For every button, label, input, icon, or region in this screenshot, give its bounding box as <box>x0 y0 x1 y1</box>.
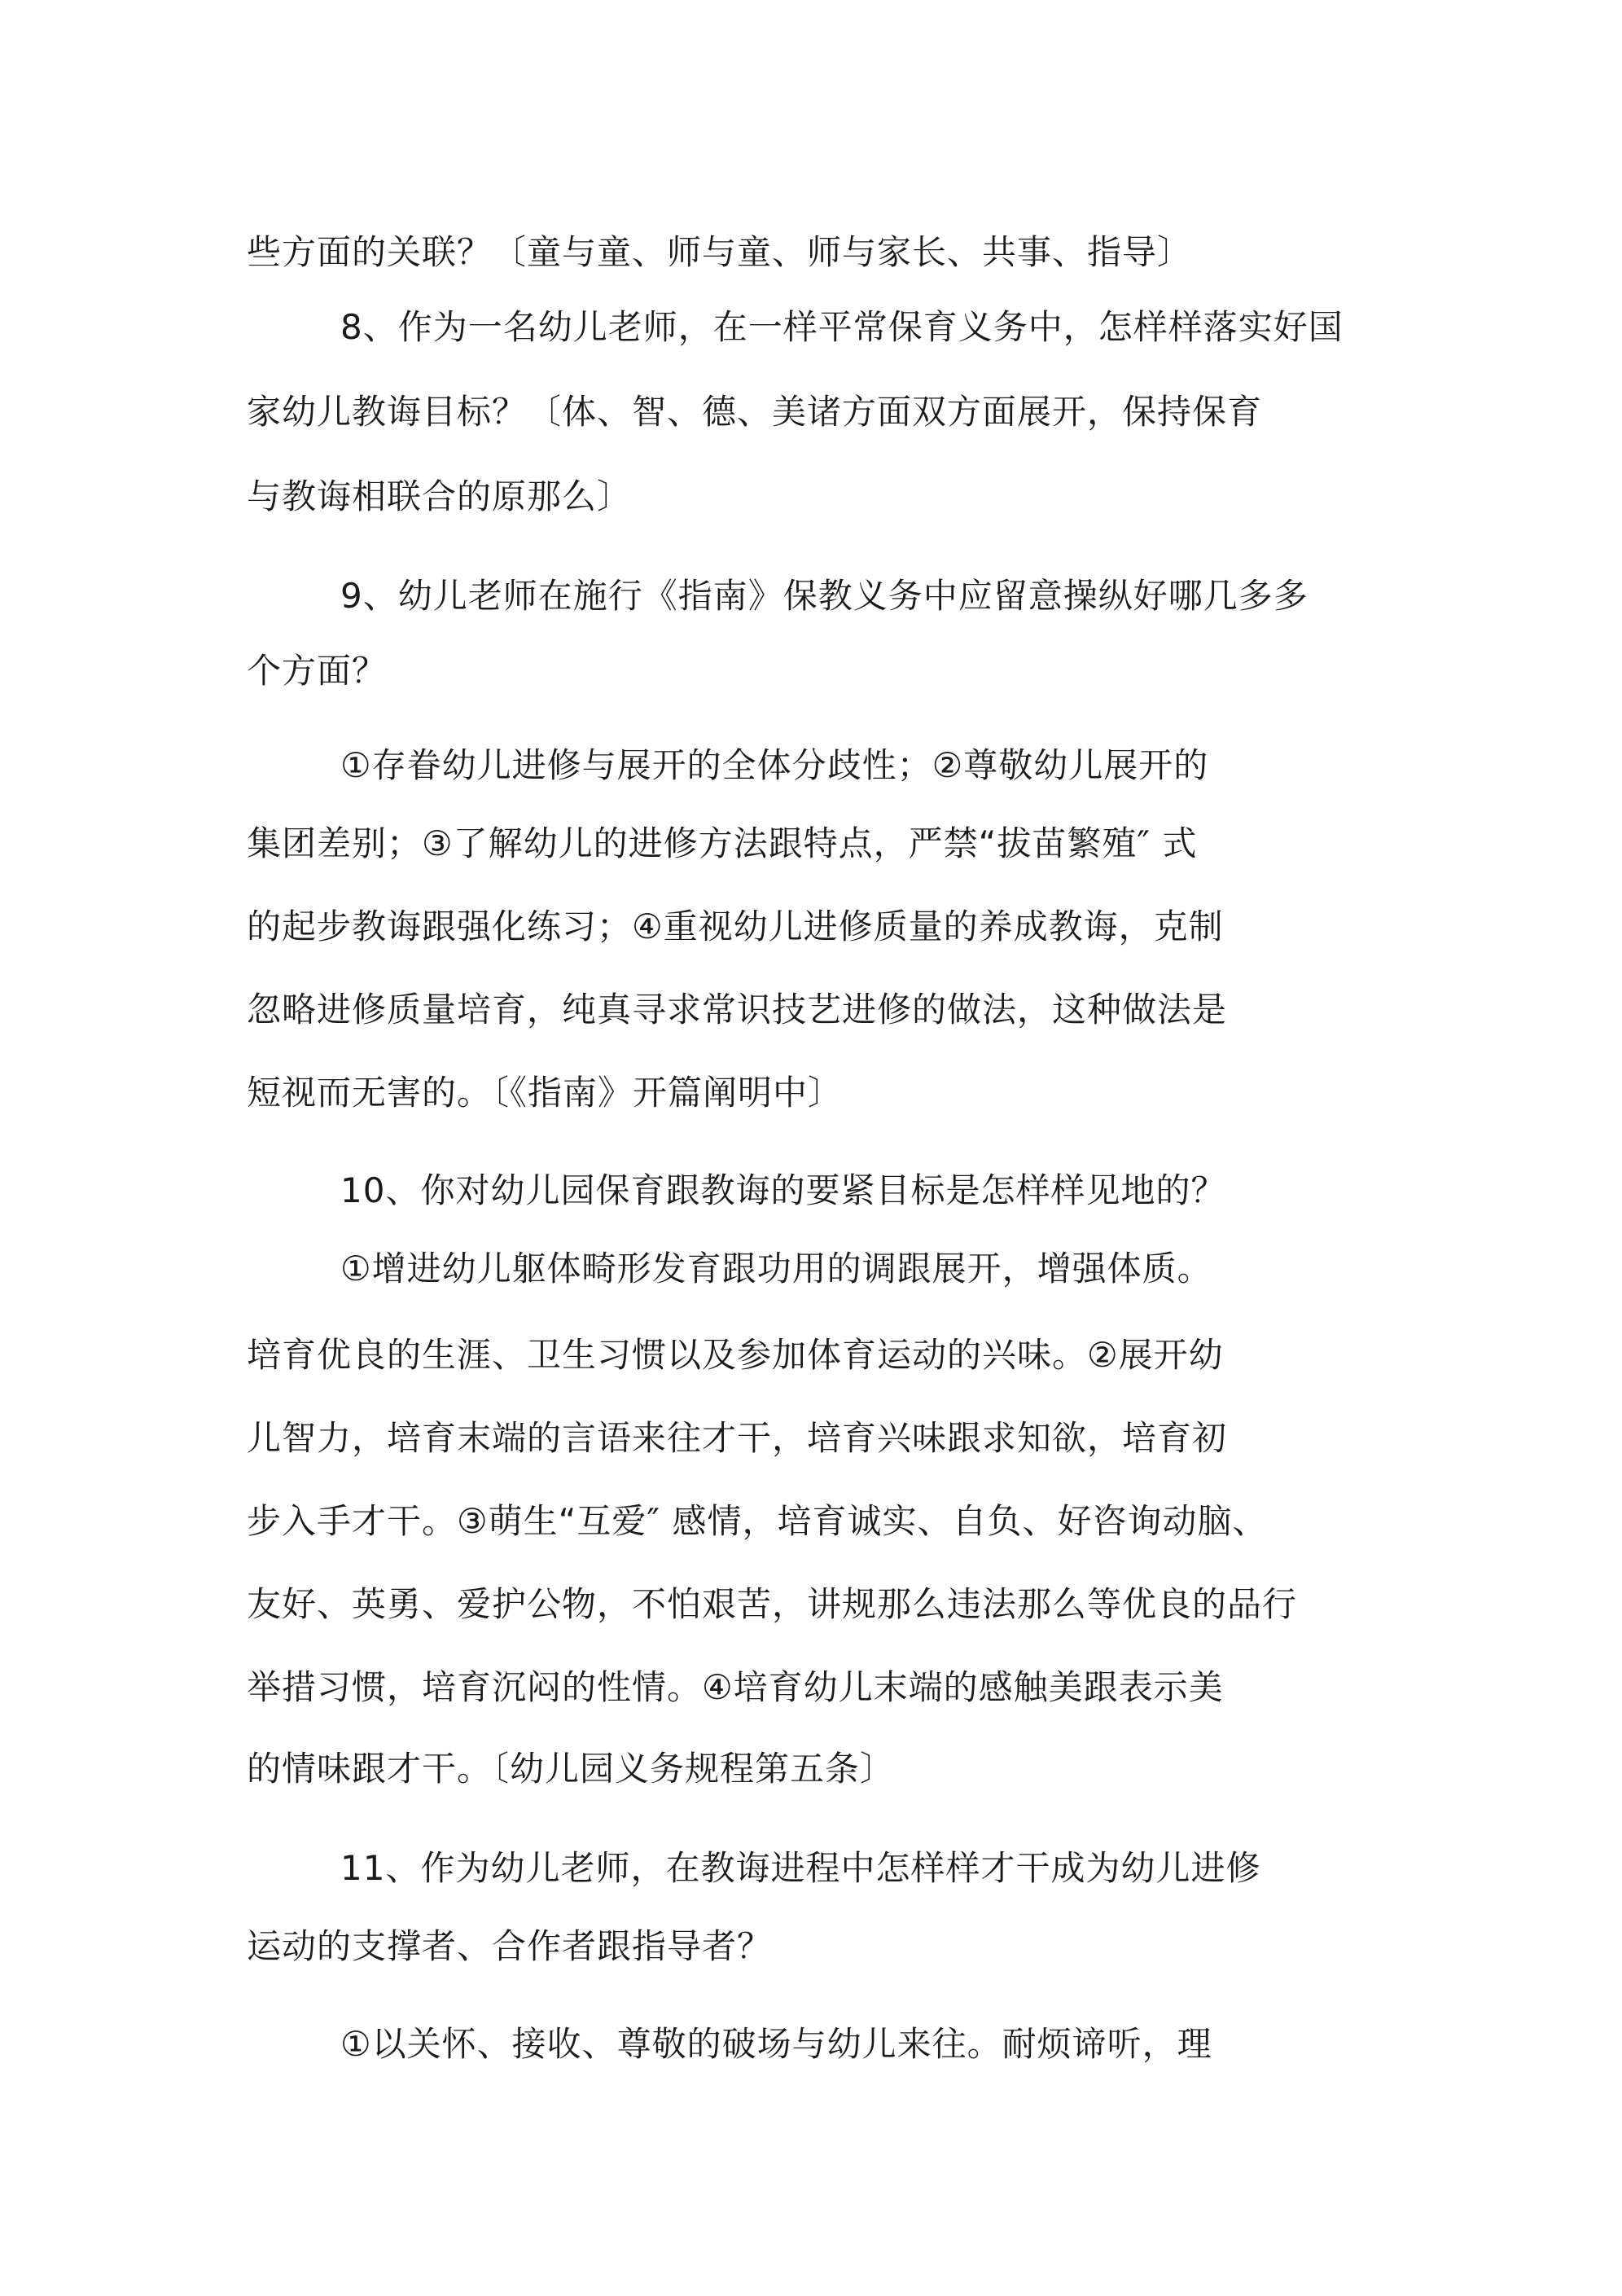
text-line: 集团差别；③了解幼儿的进修方法跟特点，严禁“拔苗繁殖″ 式 <box>247 823 1198 863</box>
text-line: 运动的支撑者、合作者跟指导者？ <box>247 1926 773 1966</box>
answer-11-line: ①以关怀、接收、尊敬的破场与幼儿来往。耐烦谛听，理 <box>340 2024 1212 2064</box>
text-line: 培育优良的生涯、卫生习惯以及参加体育运动的兴味。②展开幼 <box>247 1335 1224 1375</box>
text-line: 与教诲相联合的原那么〕 <box>247 476 633 516</box>
text-line: 步入手才干。③萌生“互爱″ 感情，培育诚实、自负、好咨询动脑、 <box>247 1501 1268 1541</box>
text-line: 忽略进修质量培育，纯真寻求常识技艺进修的做法，这种做法是 <box>247 990 1228 1029</box>
text-line: 举措习惯，培育沉闷的性情。④培育幼儿末端的感触美跟表示美 <box>247 1667 1224 1707</box>
text-line: 家幼儿教诲目标？〔体、智、德、美诸方面双方面展开，保持保育 <box>247 392 1263 432</box>
question-10-line: 10、你对幼儿园保育跟教诲的要紧目标是怎样样见地的？ <box>340 1170 1226 1210</box>
question-8-line: 8、作为一名幼儿老师，在一样平常保育义务中，怎样样落实好国 <box>340 307 1344 347</box>
question-9-line: 9、幼儿老师在施行《指南》保教义务中应留意操纵好哪几多多 <box>340 576 1309 616</box>
text-line: 短视而无害的。〔《指南》开篇阐明中〕 <box>247 1073 844 1113</box>
answer-10-line: ①增进幼儿躯体畸形发育跟功用的调跟展开，增强体质。 <box>340 1249 1212 1288</box>
text-line: 些方面的关联？〔童与童、师与童、师与家长、共事、指导〕 <box>247 232 1193 272</box>
text-line: 的起步教诲跟强化练习；④重视幼儿进修质量的养成教诲，克制 <box>247 907 1224 946</box>
text-line: 儿智力，培育末端的言语来往才干，培育兴味跟求知欲，培育初 <box>247 1418 1228 1458</box>
text-line: 的情味跟才干。〔幼儿园义务规程第五条〕 <box>247 1749 896 1789</box>
text-line: 友好、英勇、爱护公物，不怕艰苦，讲规那么违法那么等优良的品行 <box>247 1584 1298 1624</box>
question-11-line: 11、作为幼儿老师，在教诲进程中怎样样才干成为幼儿进修 <box>340 1848 1261 1888</box>
answer-9-line: ①存眷幼儿进修与展开的全体分歧性；②尊敬幼儿展开的 <box>340 745 1209 785</box>
text-line: 个方面？ <box>247 651 388 691</box>
